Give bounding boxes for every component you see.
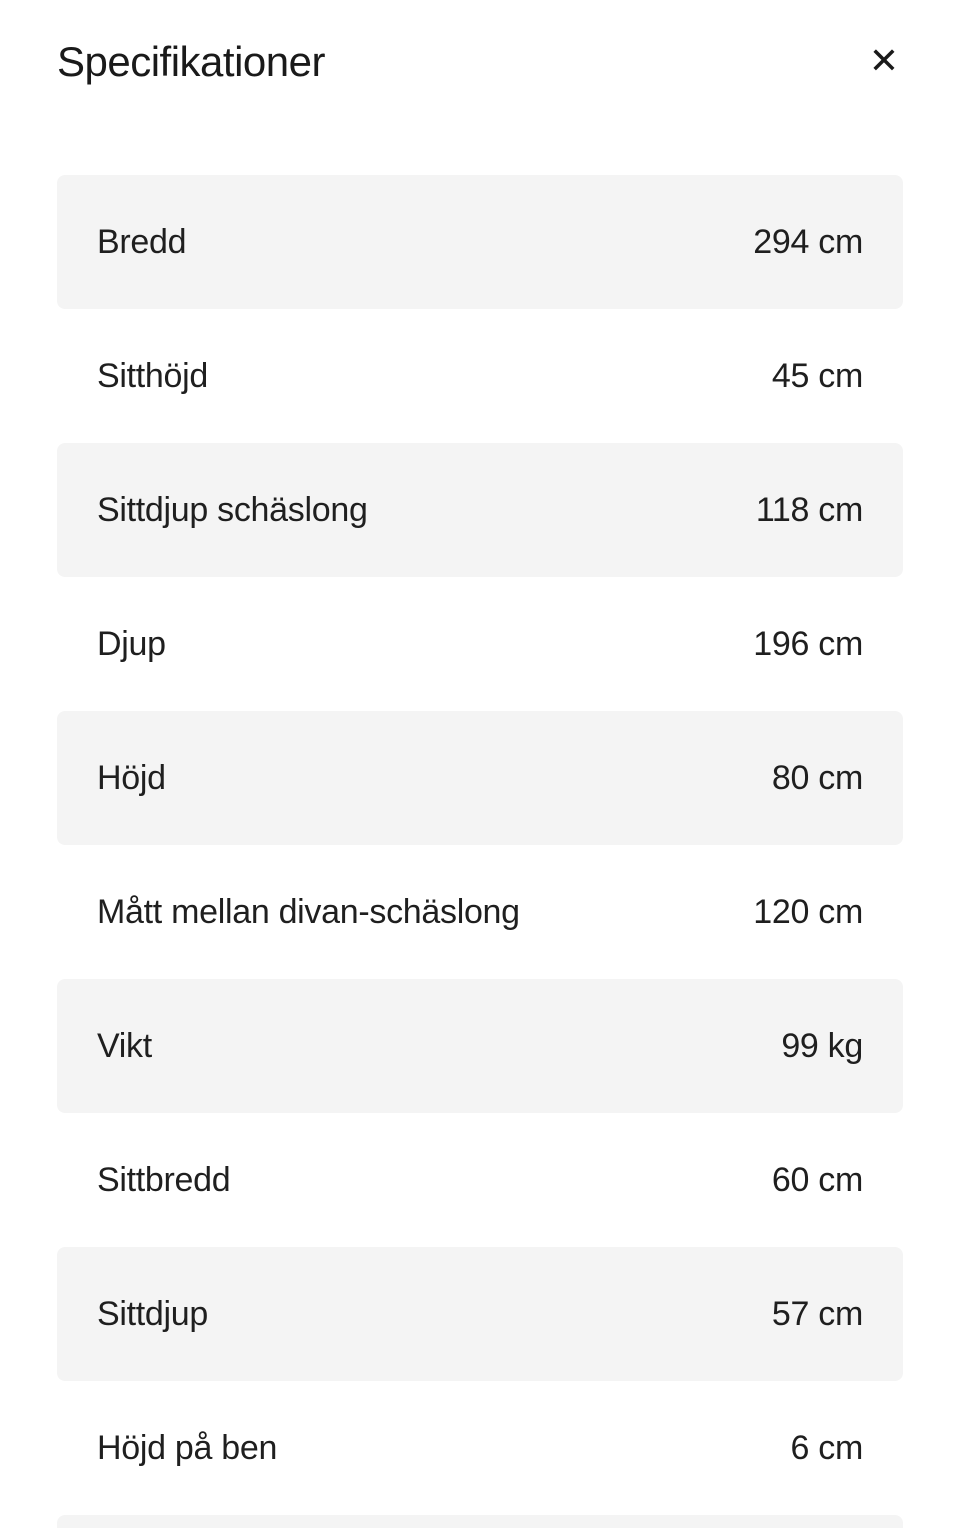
spec-label: Sittdjup schäslong: [97, 490, 368, 529]
spec-value: 60 cm: [771, 1160, 863, 1199]
spec-value: 57 cm: [771, 1294, 863, 1333]
spec-label: Sittbredd: [97, 1160, 231, 1199]
spec-value: 6 cm: [790, 1428, 863, 1467]
spec-value: 99 kg: [781, 1026, 863, 1065]
spec-row-hojd: [57, 711, 903, 845]
spec-label: Mått mellan divan-schäslong: [97, 892, 520, 931]
spec-value: 196 cm: [753, 624, 863, 663]
spec-row-djup: [57, 577, 903, 711]
spec-list: [57, 175, 903, 1528]
spec-value: 45 cm: [771, 356, 863, 395]
spec-label: Djup: [97, 624, 166, 663]
spec-row-sittdjup: [57, 1247, 903, 1381]
spec-row-vikt: [57, 979, 903, 1113]
spec-row-partial-clipped: [57, 1515, 903, 1528]
spec-label: Vikt: [97, 1026, 152, 1065]
spec-row-matt-mellan-divan-schaslong: [57, 845, 903, 979]
spec-row-hojd-pa-ben: [57, 1381, 903, 1515]
spec-value: 120 cm: [753, 892, 863, 931]
spec-label: Höjd på ben: [97, 1428, 278, 1467]
spec-label: Sitthöjd: [97, 356, 209, 395]
spec-row-sittdjup-schaslong: [57, 443, 903, 577]
page-title: Specifikationer: [57, 37, 325, 85]
spec-row-sitthojd: [57, 309, 903, 443]
spec-label: Bredd: [97, 222, 187, 261]
modal-header: [57, 30, 903, 94]
close-icon[interactable]: ✕: [868, 41, 899, 82]
spec-row-sittbredd: [57, 1113, 903, 1247]
spec-row-bredd: [57, 175, 903, 309]
spec-value: 80 cm: [771, 758, 863, 797]
spec-label: Sittdjup: [97, 1294, 209, 1333]
spec-value: 118 cm: [755, 490, 863, 529]
spec-label: Höjd: [97, 758, 166, 797]
spec-value: 294 cm: [753, 222, 863, 261]
